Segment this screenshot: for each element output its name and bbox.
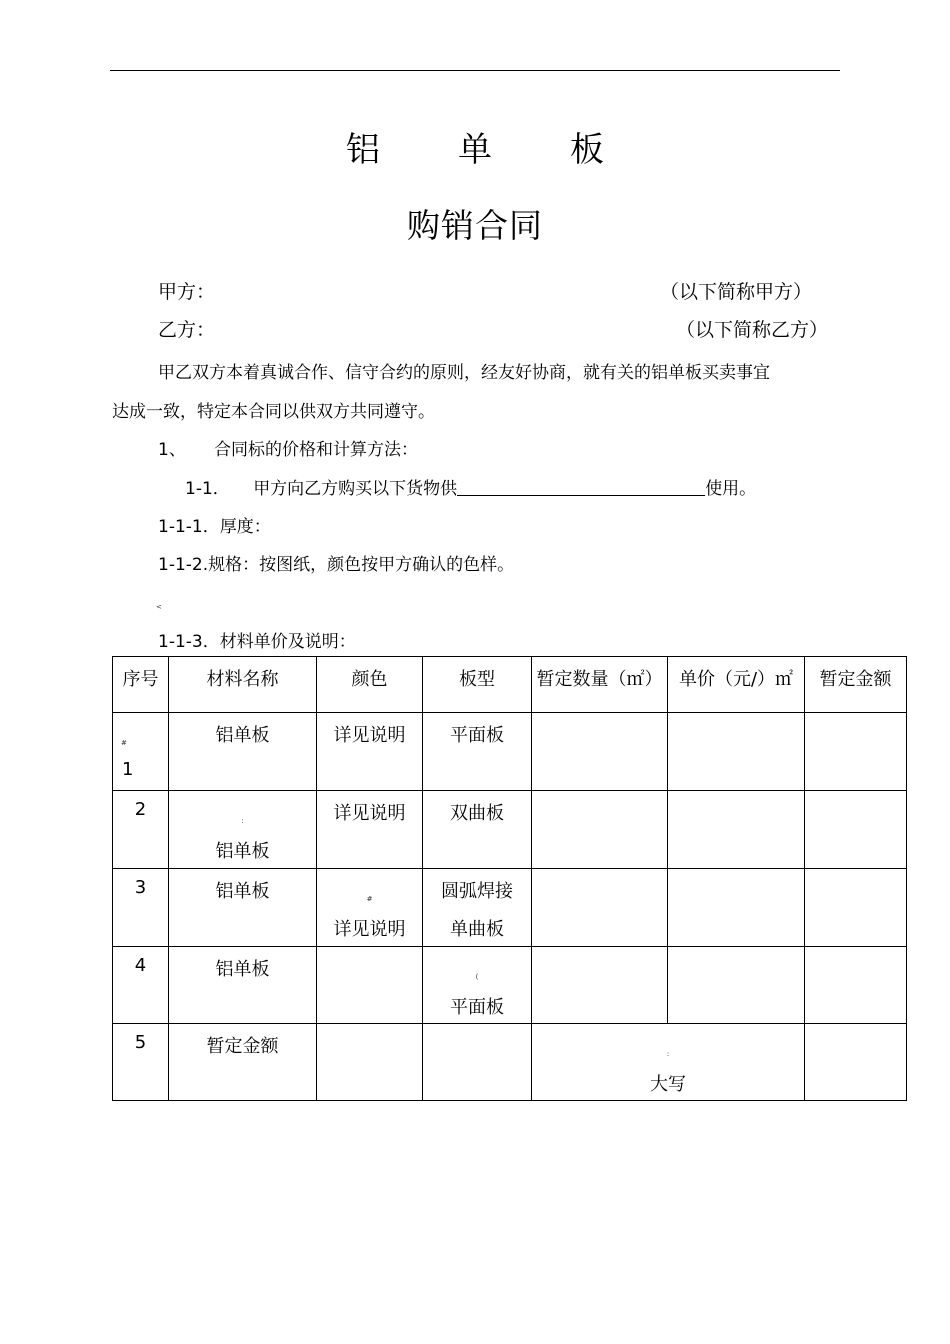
table-row [113,791,907,869]
material-name-cell: 暂定金额 [169,1024,317,1101]
quantity-cell [532,713,668,791]
amount-cell [805,791,907,869]
row-number-cell: 5 [113,1024,169,1101]
header-rule [110,70,840,71]
row-number-cell: 2 [113,791,169,869]
stray-mark: < [156,603,162,611]
amount-cell [805,713,907,791]
panel-type-cell: ( 平面板 [423,947,532,1024]
intro-line-1: 甲乙双方本着真诚合作、信守合约的原则，经友好协商，就有关的铝单板买卖事宜 [158,363,770,383]
header-cell: 颜色 [317,657,423,713]
document-subtitle: 购销合同 [407,206,543,245]
color-cell [317,1024,423,1101]
unit-price-cell [668,947,805,1024]
header-cell: 暂定金额 [805,657,907,713]
section-1-heading: 合同标的价格和计算方法： [214,440,418,460]
amount-cell [805,947,907,1024]
amount-cell [805,1024,907,1101]
header-cell: 材料名称 [169,657,317,713]
material-name-cell: 铝单板 [169,869,317,947]
material-name-cell: : 铝单板 [169,791,317,869]
material-name-cell: 铝单板 [169,947,317,1024]
row-number-cell: # 1 [113,713,169,791]
panel-type-cell: 圆弧焊接 单曲板 [423,869,532,947]
party-b-label: 乙方： [158,319,216,341]
panel-type-cell [423,1024,532,1101]
header-cell: 序号 [113,657,169,713]
color-cell: 详见说明 [317,791,423,869]
table-row [113,713,907,791]
item-1-1-suffix: 使用。 [705,479,757,499]
material-name-cell: 铝单板 [169,713,317,791]
amount-cell [805,869,907,947]
item-1-1-text: 甲方向乙方购买以下货物供 [253,479,458,499]
row-number-cell: 4 [113,947,169,1024]
unit-price-cell [668,713,805,791]
table-row-total [113,1024,907,1101]
row-number-cell: 3 [113,869,169,947]
table-header-row [113,657,907,713]
header-cell: 暂定数量（㎡） [532,657,668,713]
document-title: 铝 单 板 [346,130,626,170]
table-row [113,869,907,947]
panel-type-cell: 双曲板 [423,791,532,869]
party-a-note: （以下简称甲方） [660,281,813,303]
unit-price-cell [668,869,805,947]
header-cell: 板型 [423,657,532,713]
quantity-cell [532,947,668,1024]
quantity-cell [532,791,668,869]
item-1-1-2: 1-1-2.规格：按图纸，颜色按甲方确认的色样。 [158,555,515,575]
materials-table [112,656,907,1101]
item-1-1-number: 1-1． [185,479,230,499]
color-cell: # 详见说明 [317,869,423,947]
table-row [113,947,907,1024]
intro-line-2: 达成一致，特定本合同以供双方共同遵守。 [112,402,435,422]
color-cell [317,947,423,1024]
section-1-number: 1、 [158,440,186,460]
item-1-1 [185,474,756,499]
party-b-note: （以下简称乙方） [676,319,829,341]
header-cell: 单价（元/）㎡ [668,657,805,713]
panel-type-cell: 平面板 [423,713,532,791]
party-a-label: 甲方： [158,281,216,303]
unit-price-cell [668,791,805,869]
item-1-1-1: 1-1-1．厚度： [158,517,271,537]
color-cell: 详见说明 [317,713,423,791]
amount-in-words-cell: : 大写 [532,1024,805,1101]
quantity-cell [532,869,668,947]
item-1-1-3: 1-1-3．材料单价及说明： [158,632,356,652]
usage-blank-line [457,477,705,496]
